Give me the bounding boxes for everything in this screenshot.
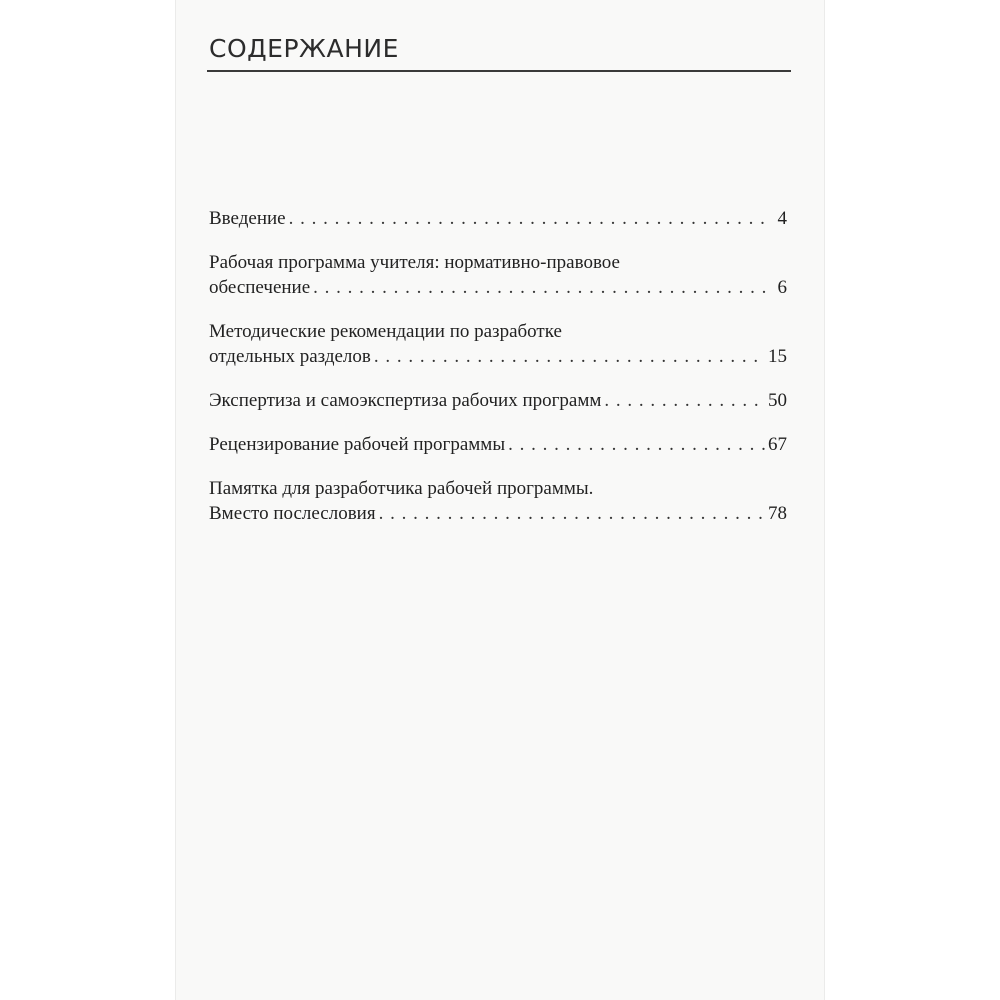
toc-entry-title-continued: Вместо послесловия <box>209 503 376 524</box>
toc-entry-title-continued: отдельных разделов <box>209 346 371 367</box>
toc-entry-title: Рецензирование рабочей программы <box>209 434 506 455</box>
page-title: СОДЕРЖАНИЕ <box>209 34 399 63</box>
dot-leader <box>379 501 765 526</box>
toc-entry-review <box>209 432 787 457</box>
dot-leader <box>313 275 770 300</box>
toc-entry-title: Введение <box>209 208 286 229</box>
toc-page-number: 67 <box>768 434 787 455</box>
toc-entry-title: Методические рекомендации по разработке <box>209 321 562 342</box>
toc-page-number: 4 <box>777 208 787 229</box>
table-of-contents <box>209 206 787 545</box>
toc-entry-title: Рабочая программа учителя: нормативно-правовое <box>209 252 620 273</box>
toc-entry-line <box>209 344 787 369</box>
toc-entry-line <box>209 206 787 231</box>
toc-entry-line <box>209 501 787 526</box>
toc-page-number: 15 <box>768 346 787 367</box>
toc-entry-methodical-recommendations <box>209 319 787 369</box>
toc-entry-line <box>209 388 787 413</box>
toc-entry-memo <box>209 476 787 526</box>
toc-entry-introduction <box>209 206 787 231</box>
toc-entry-line <box>209 432 787 457</box>
toc-entry-title: Памятка для разработчика рабочей программы. <box>209 478 594 499</box>
toc-entry-expertise <box>209 388 787 413</box>
toc-page-number: 50 <box>768 390 787 411</box>
toc-entry-line <box>209 275 787 300</box>
toc-entry-work-program <box>209 250 787 300</box>
toc-page-number: 6 <box>777 277 787 298</box>
heading-rule <box>207 70 791 72</box>
dot-leader <box>374 344 765 369</box>
toc-entry-title: Экспертиза и самоэкспертиза рабочих программ <box>209 390 602 411</box>
toc-page-number: 78 <box>768 503 787 524</box>
book-page <box>175 0 825 1000</box>
toc-entry-title-continued: обеспечение <box>209 277 311 298</box>
dot-leader <box>289 206 770 231</box>
dot-leader <box>508 432 765 457</box>
dot-leader <box>604 388 765 413</box>
